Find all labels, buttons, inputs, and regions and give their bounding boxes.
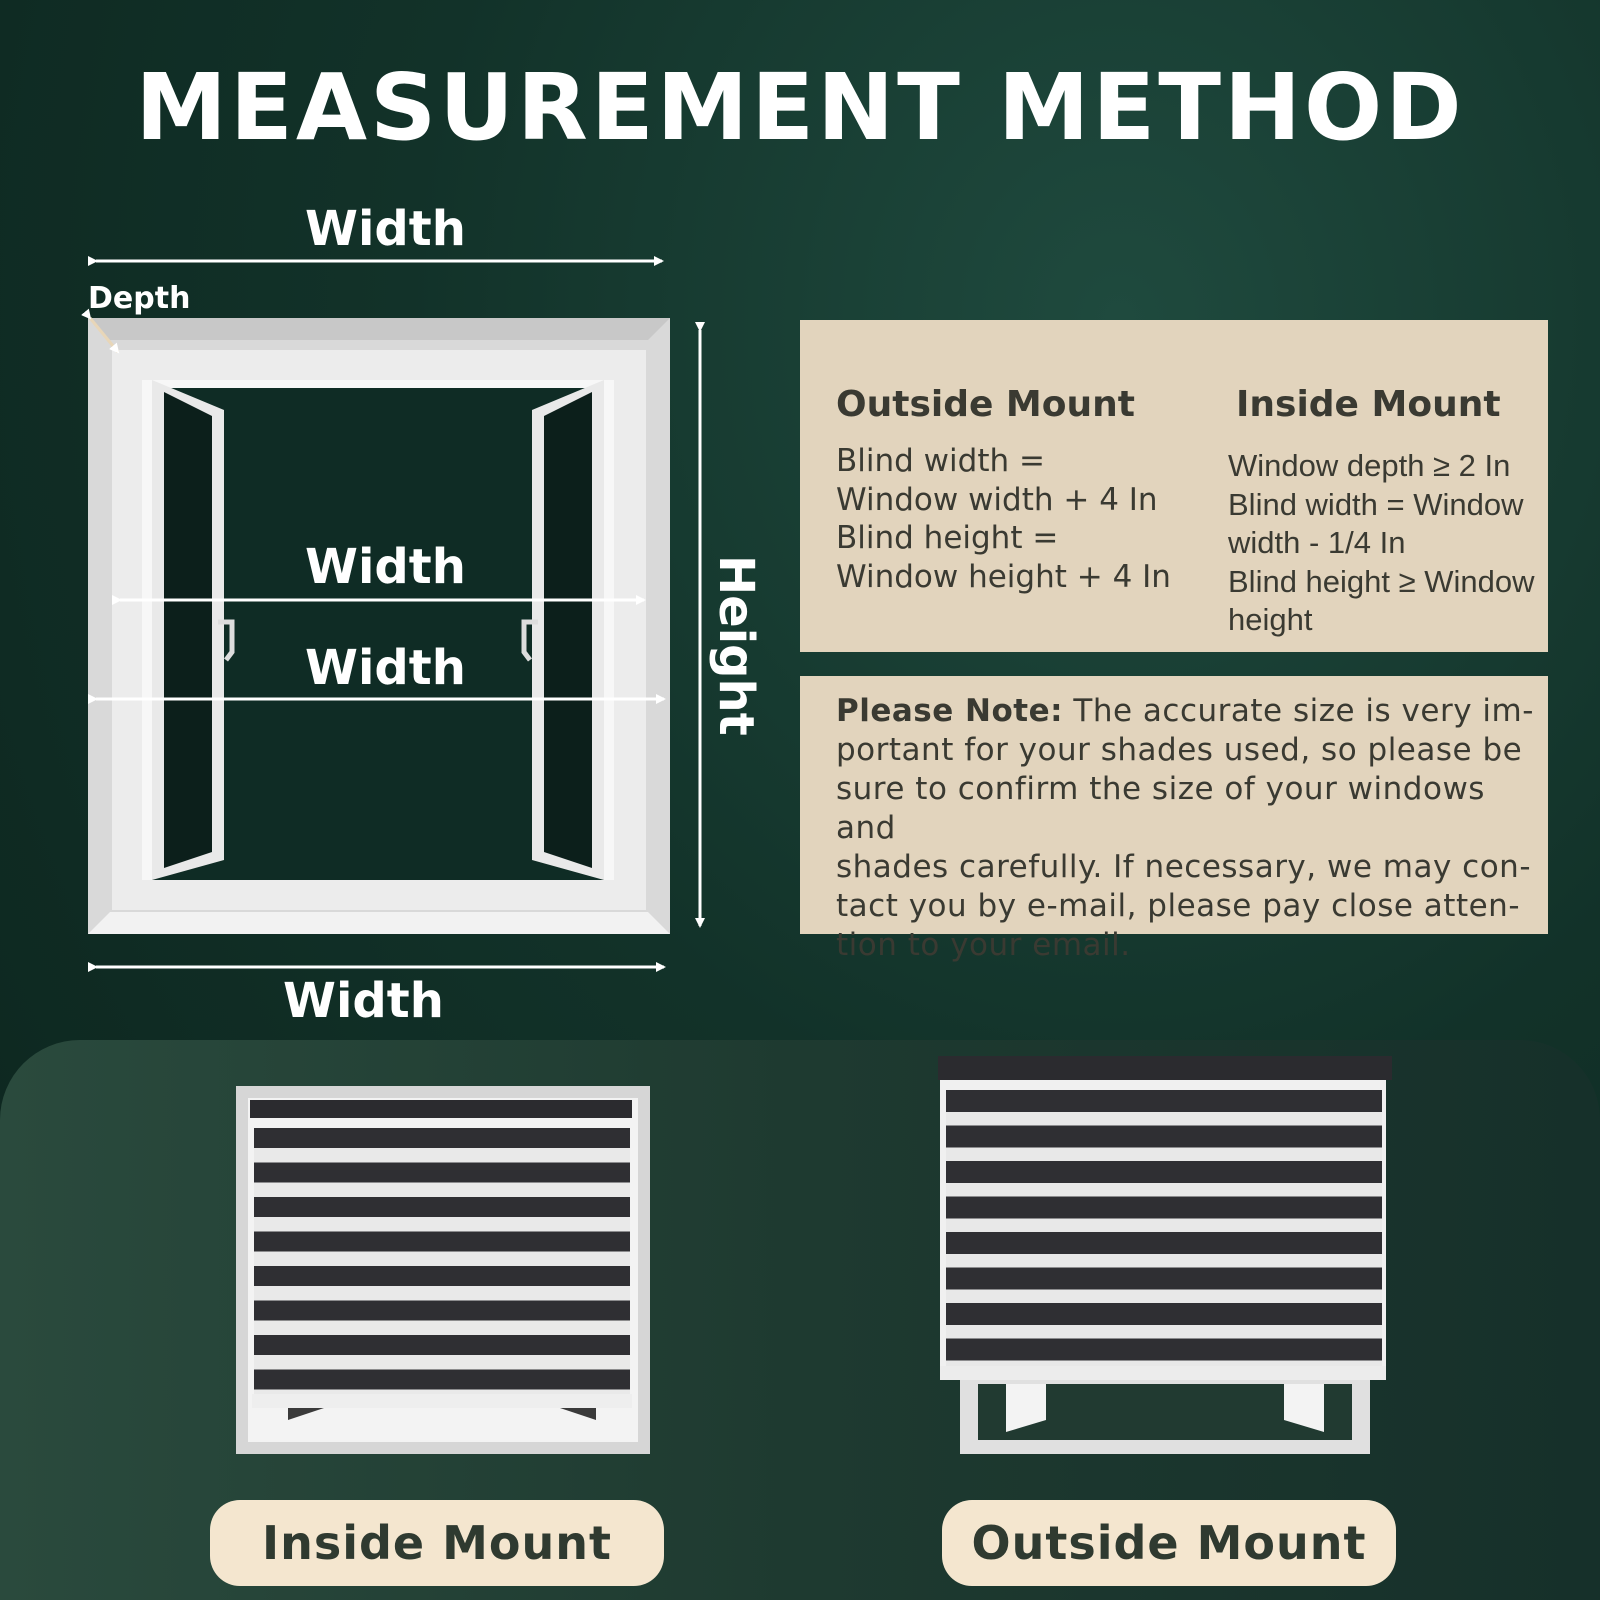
note-label: Please Note:	[836, 693, 1064, 729]
blind-slat-dark	[254, 1301, 630, 1321]
blind-slat-sheer	[946, 1254, 1382, 1268]
blind-slat-sheer	[254, 1148, 630, 1163]
width-label-bottom: Width	[283, 973, 444, 1029]
blind-slat-dark	[254, 1335, 630, 1355]
inside-line: Window depth ≥ 2 In	[1228, 448, 1511, 483]
outside-line: Window width + 4 In	[836, 482, 1158, 518]
blind-slat-sheer	[254, 1355, 630, 1370]
blind-slat-dark	[254, 1370, 630, 1390]
outside-mount-button[interactable]: Outside Mount	[942, 1500, 1396, 1586]
blind-slat-sheer	[946, 1219, 1382, 1233]
note-line: shades carefully. If necessary, we may con-	[836, 849, 1532, 885]
inside-line: height	[1228, 602, 1313, 637]
blind-slat-sheer	[946, 1112, 1382, 1126]
blind-slat-dark	[946, 1268, 1382, 1290]
outside-mount-illustration	[938, 1056, 1392, 1454]
blind-slat-dark	[254, 1197, 630, 1217]
blind-slat-dark	[946, 1161, 1382, 1183]
blind-slat-dark	[946, 1197, 1382, 1219]
note-line: tact you by e-mail, please pay close atten-	[836, 888, 1521, 924]
blind-slat-sheer	[254, 1183, 630, 1198]
inside-line: width - 1/4 In	[1228, 525, 1406, 560]
note-line: The accurate size is very im-	[1063, 693, 1534, 729]
blind-slat-sheer	[254, 1321, 630, 1336]
note-line: sure to confirm the size of your windows and	[836, 771, 1485, 846]
blind-slat-sheer	[254, 1252, 630, 1267]
blind-slat-sheer	[946, 1290, 1382, 1304]
width-label-inner-1: Width	[305, 539, 466, 595]
blind-slat-sheer	[254, 1217, 630, 1232]
blind-slat-sheer	[946, 1325, 1382, 1339]
inside-mount-illustration	[236, 1086, 650, 1454]
blind-slat-dark	[254, 1232, 630, 1252]
blind-slat-dark	[254, 1163, 630, 1183]
blind-slat-dark	[946, 1339, 1382, 1361]
height-label: Height	[708, 555, 764, 736]
blind-slat-sheer	[946, 1148, 1382, 1162]
inside-line: Blind height ≥ Window	[1228, 564, 1535, 599]
blind-slat-dark	[946, 1090, 1382, 1112]
blind-slat-sheer	[254, 1286, 630, 1301]
blind-slat-dark	[946, 1232, 1382, 1254]
note-line: portant for your shades used, so please be	[836, 732, 1523, 768]
blind-slat-dark	[946, 1303, 1382, 1325]
width-label-inner-2: Width	[305, 640, 466, 696]
width-label-top: Width	[305, 201, 466, 257]
outside-line: Blind height =	[836, 520, 1059, 556]
blind-slat-dark	[946, 1126, 1382, 1148]
outside-mount-heading: Outside Mount	[836, 384, 1135, 425]
inside-line: Blind width = Window	[1228, 487, 1524, 522]
note-line: tion to your email.	[836, 927, 1131, 963]
inside-mount-heading: Inside Mount	[1236, 384, 1501, 425]
outside-line: Blind width =	[836, 443, 1045, 479]
page-title: MEASUREMENT METHOD	[135, 54, 1465, 161]
blind-slat-sheer	[946, 1183, 1382, 1197]
outside-line: Window height + 4 In	[836, 559, 1171, 595]
blind-slat-dark	[254, 1128, 630, 1148]
inside-mount-button[interactable]: Inside Mount	[210, 1500, 664, 1586]
depth-label: Depth	[88, 281, 191, 316]
blind-slat-dark	[254, 1266, 630, 1286]
